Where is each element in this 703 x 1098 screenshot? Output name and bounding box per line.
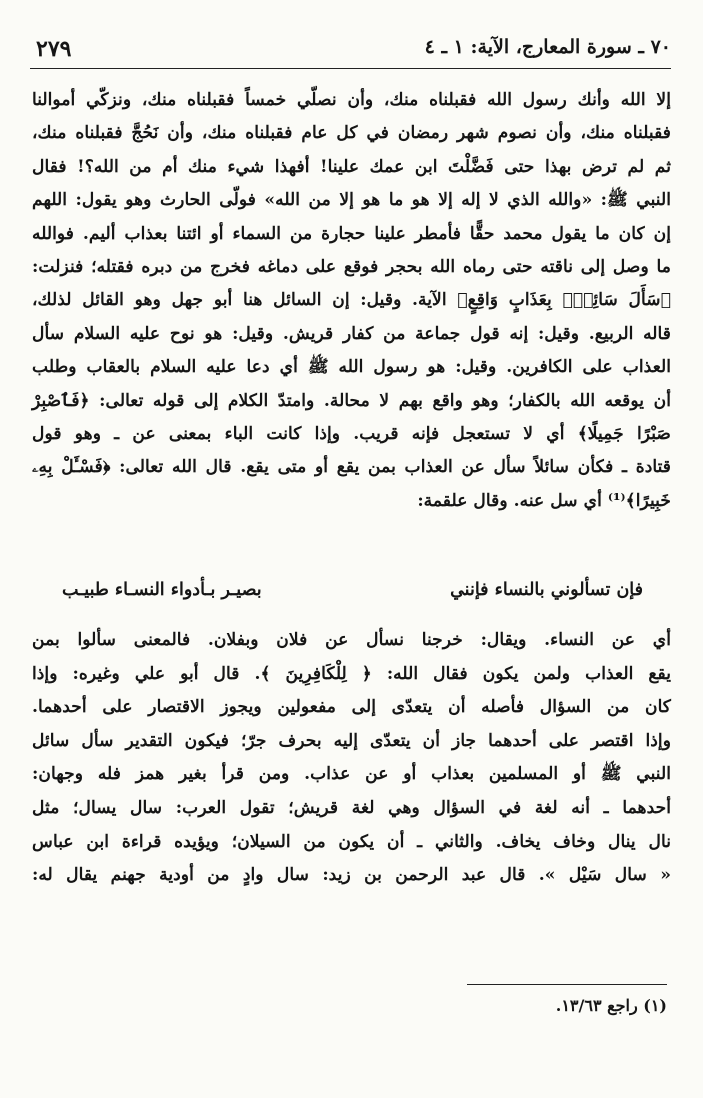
second-paragraph xyxy=(32,624,671,893)
text-line: كان من السؤال فأصله أن يتعدّى إلى مفعولين ويجوز الاقتصار على أحدهما. xyxy=(32,697,671,718)
text-line: النبي ﷺ: «والله الذي لا إله إلا هو ما هو إلا من الله» فولّى الحارث وهو يقول: اللهم xyxy=(32,190,671,211)
page-header xyxy=(30,28,671,69)
text-line: قتادة ـ فكأن سائلاً سأل عن العذاب بمن يقع أو متى يقع. قال الله تعالى: ﴿فَسْـَٔلْ بِهِۦ xyxy=(32,457,671,478)
text-line: يقع العذاب ولمن يكون فقال الله: ﴿ لِلْكَافِرِينَ ﴾. قال أبو علي وغيره: وإذا xyxy=(32,663,671,684)
text-line: خَبِيرًا﴾⁽¹⁾ أي سل عنه. وقال علقمة: xyxy=(417,490,671,511)
verse-first-hemistich: فإن تسألوني بالنساء فإنني xyxy=(450,580,643,600)
main-paragraph xyxy=(32,84,671,518)
footnote: (١) راجع ١٣/٦٣. xyxy=(555,996,667,1015)
text-line: صَبْرًا جَمِيلًا﴾ أي لا تستعجل فإنه قريب. وإذا كانت الباء بمعنى عن ـ وهو قول xyxy=(32,424,671,445)
text-line: ﴿سَأَلَ سَائِلٌۢ بِعَذَابٍ وَاقِعٍ﴾ الآية. وقيل: إن السائل هنا أبو جهل وهو القائل لذلك، xyxy=(32,290,671,311)
poetry-verse xyxy=(62,580,643,614)
footnote-divider xyxy=(467,984,667,985)
text-line: العذاب على الكافرين. وقيل: هو رسول الله ﷺ أي دعا عليه السلام بالعقاب وطلب xyxy=(32,357,671,378)
text-line: ثم لم ترض بهذا حتى فَضَّلْتَ ابن عمك علينا! أفهذا شيء منك أم من الله؟! فقال xyxy=(32,156,671,177)
text-line: قاله الربيع. وقيل: إنه قول جماعة من كفار قريش. وقيل: هو نوح عليه السلام سأل xyxy=(32,323,671,344)
running-title: ٧٠ ـ سورة المعارج، الآية: ١ ـ ٤ xyxy=(424,36,671,58)
text-line: أحدهما ـ أنه لغة في السؤال وهي لغة قريش؛ تقول العرب: سال يسال؛ مثل xyxy=(32,797,671,818)
text-line: وإذا اقتصر على أحدهما جاز أن يتعدّى إليه بحرف جرّ؛ فيكون التقدير سأل سائل xyxy=(32,730,671,751)
text-line: نال ينال وخاف يخاف. والثاني ـ أن يكون من السيلان؛ ويؤيده قراءة ابن عباس xyxy=(32,831,671,852)
text-line: فقبلناه منك، وأن نصوم شهر رمضان في كل عام فقبلناه منك، وأن نَحُجَّ فقبلناه منك، xyxy=(32,123,671,144)
page-number: ٢٧٩ xyxy=(36,36,72,62)
text-line: ما وصل إلى ناقته حتى رماه الله بحجر فوقع على دماغه فخرج من دبره فقتله؛ فنزلت: xyxy=(32,257,671,278)
text-line: إلا الله وأنك رسول الله فقبلناه منك، وأن نصلّي خمساً فقبلناه منك، ونزكّي أموالنا xyxy=(32,90,671,110)
text-line: أن يوقعه الله بالكفار؛ وهو واقع بهم لا محالة. وامتدّ الكلام إلى قوله تعالى: ﴿فَٱصْبِرْ xyxy=(32,390,671,411)
verse-second-hemistich: بصيـر بـأدواء النسـاء طبيـب xyxy=(62,580,262,600)
text-line: النبي ﷺ أو المسلمين بعذاب أو عن عذاب. ومن قرأ بغير همز فله وجهان: xyxy=(32,764,671,785)
text-line: « سال سَيْل ». قال عبد الرحمن بن زيد: سال وادٍ من أودية جهنم يقال له: xyxy=(32,865,671,886)
text-line: أي عن النساء. ويقال: خرجنا نسأل عن فلان وبفلان. فالمعنى سألوا بمن xyxy=(32,630,671,650)
text-line: إن كان ما يقول محمد حقًّا فأمطر علينا حجارة من السماء أو ائتنا بعذاب أليم. فوالله xyxy=(32,223,671,244)
